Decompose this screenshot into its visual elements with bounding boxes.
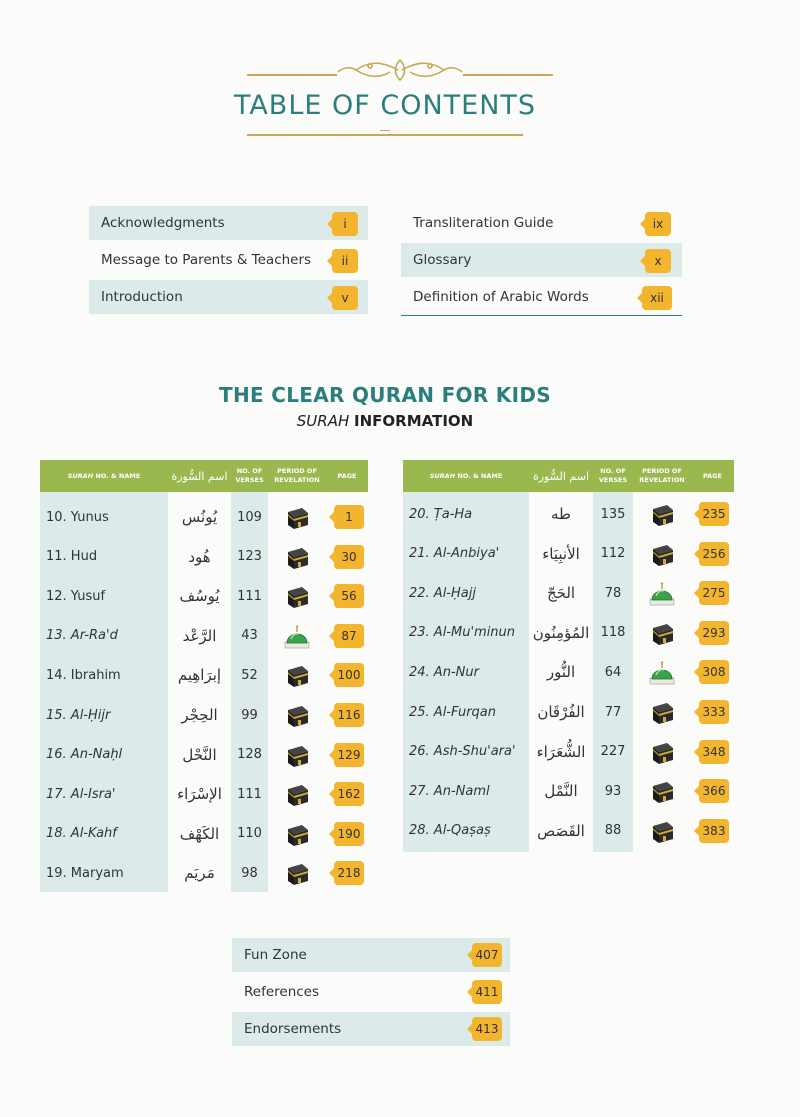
surah-name: 16. An-Naḥl (46, 747, 123, 763)
table-row[interactable] (403, 692, 734, 732)
surah-arabic-name: الحِجْر (181, 706, 218, 724)
subtitle-italic: SURAH (296, 412, 350, 430)
surah-name: 28. Al-Qaṣaṣ (409, 823, 491, 839)
header-surah-rest: NO. & NAME (93, 471, 141, 480)
verse-count: 64 (604, 664, 622, 680)
kaaba-icon (647, 540, 677, 568)
page-tag: 333 (699, 700, 729, 724)
header-surah-italic: SURAH (429, 471, 456, 480)
table-row[interactable] (40, 814, 368, 854)
subtitle-bold: INFORMATION (354, 412, 474, 430)
toc-item-label: Definition of Arabic Words (413, 289, 589, 305)
header-surah-rest: NO. & NAME (455, 471, 503, 480)
kaaba-icon (282, 859, 312, 887)
verse-count: 77 (604, 704, 622, 720)
surah-name: 21. Al-Anbiya' (409, 546, 500, 562)
page-tag: 413 (472, 1017, 502, 1041)
kaaba-icon (282, 503, 312, 531)
surah-table-left (40, 460, 368, 892)
table-row[interactable] (403, 771, 734, 811)
kaaba-icon (282, 661, 312, 689)
page-tag: 30 (334, 545, 364, 569)
page-tag: xii (642, 286, 672, 310)
surah-name: 14. Ibrahim (46, 667, 121, 683)
page-tag: 275 (699, 581, 729, 605)
table-row[interactable] (40, 576, 368, 616)
surah-arabic-name: طه (551, 505, 571, 523)
toc-item-label: Endorsements (244, 1021, 342, 1037)
table-row[interactable] (403, 811, 734, 851)
verse-count: 118 (600, 625, 626, 641)
surah-name: 25. Al-Furqan (409, 704, 496, 720)
surah-name: 19. Maryam (46, 865, 124, 881)
verse-count: 88 (604, 823, 622, 839)
page-tag: 235 (699, 502, 729, 526)
table-row[interactable] (403, 534, 734, 574)
back-matter (232, 938, 510, 1050)
kaaba-icon (282, 543, 312, 571)
page-tag: ix (645, 212, 671, 236)
kaaba-icon (282, 780, 312, 808)
surah-arabic-name: المُؤمِنُون (532, 623, 590, 642)
kaaba-icon (647, 500, 677, 528)
surah-arabic-name: الأنبِيَاء (542, 544, 580, 563)
title-underline-accent (380, 130, 390, 131)
table-row[interactable] (40, 853, 368, 893)
verse-count: 43 (241, 628, 258, 644)
header-verses: NO. OF VERSES (235, 467, 264, 484)
table-row[interactable] (403, 652, 734, 692)
surah-arabic-name: النَّمْل (544, 782, 578, 801)
verse-count: 109 (237, 509, 262, 525)
green-dome-icon (647, 579, 677, 607)
page-tag: 308 (699, 660, 729, 684)
page-tag: x (645, 249, 671, 273)
kaaba-icon (282, 820, 312, 848)
page-tag: 116 (334, 703, 364, 727)
surah-table-right (403, 460, 734, 852)
surah-name: 23. Al-Mu'minun (409, 625, 516, 641)
surah-name: 11. Hud (46, 549, 98, 565)
table-row[interactable] (403, 494, 734, 534)
page-tag: 348 (699, 740, 729, 764)
page-tag: 293 (699, 621, 729, 645)
table-row[interactable] (403, 613, 734, 653)
surah-name: 27. An-Naml (409, 783, 490, 799)
surah-name: 18. Al-Kahf (46, 826, 117, 842)
section-title: THE CLEAR QURAN FOR KIDS (219, 383, 551, 407)
kaaba-icon (282, 701, 312, 729)
verse-count: 112 (600, 546, 626, 562)
verse-count: 99 (241, 707, 258, 723)
page-tag: 190 (334, 822, 364, 846)
surah-arabic-name: يُونُس (181, 508, 218, 526)
verse-count: 123 (237, 549, 262, 565)
toc-item-label: Acknowledgments (101, 215, 225, 231)
toc-item-label: Introduction (101, 289, 183, 305)
kaaba-icon (282, 582, 312, 610)
verse-count: 110 (237, 826, 262, 842)
surah-name: 17. Al-Isra' (46, 786, 116, 802)
page-tag: 256 (699, 542, 729, 566)
page-tag: 87 (334, 624, 364, 648)
surah-arabic-name: يُوسُف (179, 587, 220, 606)
surah-name: 24. An-Nur (409, 664, 479, 680)
page-title: TABLE OF CONTENTS (233, 90, 537, 121)
kaaba-icon (282, 741, 312, 769)
page-tag: 56 (334, 584, 364, 608)
page-tag: 383 (699, 819, 729, 843)
kaaba-icon (647, 738, 677, 766)
kaaba-icon (647, 777, 677, 805)
surah-name: 10. Yunus (46, 509, 109, 525)
surah-arabic-name: الرَّعْد (182, 626, 217, 645)
surah-arabic-name: الفُرْقَان (537, 703, 585, 721)
surah-name: 15. Al-Ḥijr (46, 707, 111, 723)
verse-count: 111 (237, 588, 262, 604)
surah-arabic-name: النَّحْل (182, 745, 217, 764)
verse-count: 98 (241, 865, 258, 881)
kaaba-icon (647, 619, 677, 647)
kaaba-icon (647, 817, 677, 845)
page-tag: 218 (334, 861, 364, 885)
table-row[interactable] (40, 537, 368, 577)
surah-name: 22. Al-Ḥajj (409, 585, 476, 601)
header-verses: NO. OF VERSES (598, 467, 628, 484)
kaaba-icon (647, 698, 677, 726)
page-tag: ii (332, 249, 358, 273)
page-tag: 411 (472, 980, 502, 1004)
surah-name: 12. Yusuf (46, 588, 106, 604)
surah-name: 26. Ash-Shu'ara' (409, 744, 516, 760)
toc-item-label: References (244, 984, 320, 1000)
verse-count: 52 (241, 667, 258, 683)
surah-arabic-name: مَريَم (184, 864, 215, 883)
header-arabic: اسم السُّورة (171, 469, 228, 483)
toc-item-label: Glossary (413, 252, 472, 268)
verse-count: 227 (600, 744, 626, 760)
surah-arabic-name: الشُّعَرَاء (536, 742, 586, 761)
table-row[interactable] (40, 774, 368, 814)
surah-arabic-name: الكَهْف (179, 824, 220, 843)
table-row[interactable] (40, 655, 368, 695)
page-tag: 407 (472, 943, 502, 967)
surah-name: 20. Ṭa-Ha (409, 506, 473, 522)
header-surah (40, 460, 168, 492)
header-surah-italic: SURAH (67, 471, 94, 480)
header-surah (403, 460, 529, 492)
verse-count: 111 (237, 786, 262, 802)
page-tag: 129 (334, 743, 364, 767)
table-row[interactable] (40, 497, 368, 537)
header-period: PERIOD OF REVELATION (639, 467, 685, 484)
table-row[interactable] (40, 735, 368, 775)
table-row[interactable] (40, 616, 368, 656)
toc-item-label: Message to Parents & Teachers (101, 252, 312, 268)
header-page: PAGE (703, 471, 722, 480)
ornament-flourish-icon (310, 56, 490, 86)
table-row[interactable] (403, 732, 734, 772)
surah-arabic-name: إبرَاهِيم (177, 666, 222, 685)
table-row[interactable] (40, 695, 368, 735)
surah-arabic-name: هُود (188, 547, 211, 566)
divider (401, 315, 682, 316)
green-dome-icon (647, 658, 677, 686)
page-tag: 100 (334, 663, 364, 687)
table-row[interactable] (403, 573, 734, 613)
verse-count: 78 (604, 585, 622, 601)
surah-arabic-name: النُّور (546, 663, 576, 682)
surah-arabic-name: القَصَص (537, 821, 585, 840)
verse-count: 93 (604, 783, 622, 799)
title-underline (247, 134, 523, 136)
surah-name: 13. Ar-Ra'd (46, 628, 118, 644)
green-dome-icon (282, 622, 312, 650)
surah-arabic-name: الحَجّ (546, 584, 576, 603)
table-header (40, 460, 368, 492)
page-tag: 162 (334, 782, 364, 806)
page-tag: i (332, 212, 358, 236)
page-tag: 1 (334, 505, 364, 529)
toc-item-label: Fun Zone (244, 947, 307, 963)
header-arabic: اسم السُّورة (532, 469, 590, 483)
surah-arabic-name: الإسْرَاء (177, 785, 222, 804)
header-period: PERIOD OF REVELATION (274, 467, 320, 484)
page-tag: v (332, 286, 358, 310)
header-page: PAGE (337, 471, 357, 480)
verse-count: 135 (600, 506, 626, 522)
table-header (403, 460, 734, 492)
verse-count: 128 (237, 747, 262, 763)
section-subtitle (0, 412, 770, 430)
toc-item-label: Transliteration Guide (413, 215, 554, 231)
page-tag: 366 (699, 779, 729, 803)
